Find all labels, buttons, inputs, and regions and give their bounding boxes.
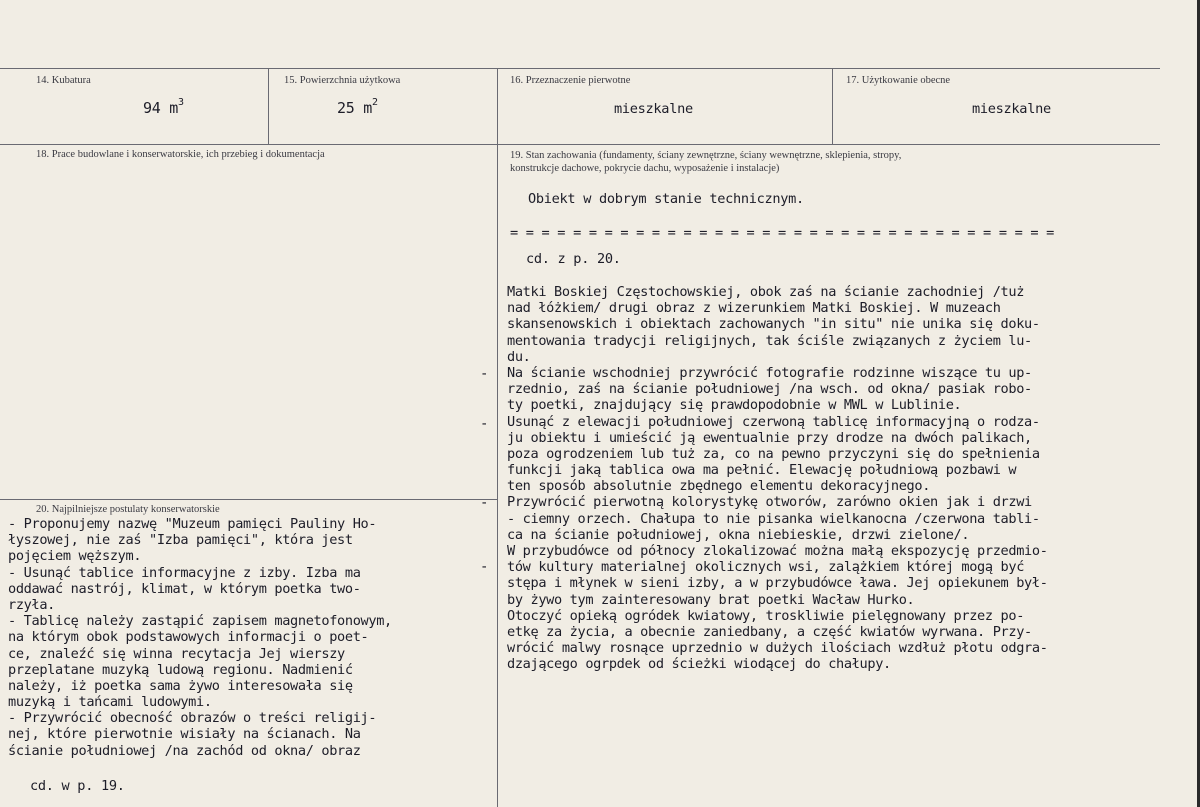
field-19-status: Obiekt w dobrym stanie technicznym.: [528, 191, 804, 207]
field-19-separator: = = = = = = = = = = = = = = = = = = = = = = = = = = = = = = = = = = =: [510, 225, 1055, 241]
kubatura-value: 94 m: [143, 99, 178, 117]
section-20-rule: [0, 499, 497, 500]
col-rule-2: [497, 68, 498, 807]
text-line: Usunąć z elewacji południowej czerwoną tablicę informacyjną o rodza-: [507, 413, 1040, 430]
field-15-label: 15. Powierzchnia użytkowa: [284, 75, 401, 86]
text-line: ce, znaleźć się winna recytacja Jej wierszy: [8, 645, 345, 662]
text-line: Matki Boskiej Częstochowskiej, obok zaś na ścianie zachodniej /tuż: [507, 284, 1025, 300]
field-19-label-line-2: konstrukcje dachowe, pokrycie dachu, wyposażenie i instalacje): [510, 163, 780, 174]
field-19-label-line-1: 19. Stan zachowania (fundamenty, ściany zewnętrzne, ściany wewnętrzne, sklepienia, stropy,: [510, 150, 902, 161]
text-line: poza ogrodzeniem lub tuż za, co na pewno przyczyni się do spełnienia: [507, 445, 1040, 462]
margin-dash-mark: -: [480, 495, 489, 511]
text-line: rzednio, zaś na ścianie południowej /na wsch. od okna/ pasiak robo-: [507, 381, 1032, 398]
field-15-value: [337, 99, 378, 117]
right-column-text: [507, 284, 1048, 673]
field-14-value: [143, 99, 184, 117]
text-line: ten sposób absolutnie zbędnego elementu dekoracyjnego.: [507, 478, 931, 495]
text-line: du.: [507, 348, 531, 365]
field-20-continuation: cd. w p. 19.: [30, 778, 125, 794]
field-14-label: 14. Kubatura: [36, 75, 91, 86]
text-line: Przywrócić pierwotną kolorystykę otworów, zarówno okien jak i drzwi: [507, 494, 1032, 511]
text-line: - Tablicę należy zastąpić zapisem magnetofonowym,: [8, 613, 392, 630]
text-line: - Proponujemy nazwę "Muzeum pamięci Pauliny Ho-: [8, 516, 377, 532]
text-line: wrócić malwy rosnące uprzednio w dużych ilościach wzdłuż płotu odgra-: [507, 640, 1048, 657]
text-line: - Przywrócić obecność obrazów o treści religij-: [8, 710, 377, 727]
row-rule: [0, 144, 1160, 145]
text-line: ju obiektu i umieścić ją ewentualnie przy drodze na dwóch palikach,: [507, 429, 1032, 446]
text-line: oddawać nastrój, klimat, w którym poetka two-: [8, 580, 361, 597]
text-line: mentowania tradycji religijnych, tak ściśle związanych z życiem lu-: [507, 332, 1032, 349]
field-16-value: mieszkalne: [614, 101, 693, 117]
text-line: skansenowskich i obiektach zachowanych "in situ" nie unika się doku-: [507, 316, 1040, 333]
col-rule-3: [832, 68, 833, 144]
powierzchnia-unit-exponent: 2: [371, 97, 378, 108]
text-line: pojęciem węższym.: [8, 548, 142, 565]
field-19-continuation: cd. z p. 20.: [526, 251, 621, 267]
text-line: by żywo tym zainteresowany brat poetki Wacław Hurko.: [507, 591, 915, 608]
text-line: należy, iż poetka sama żywo interesowała się: [8, 677, 353, 694]
field-17-label: 17. Użytkowanie obecne: [846, 75, 951, 86]
text-line: Otoczyć opieką ogródek kwiatowy, troskliwie pielęgnowany przez po-: [507, 607, 1025, 624]
text-line: W przybudówce od północy zlokalizować można małą ekspozycję przedmio-: [507, 543, 1048, 559]
powierzchnia-value: 25 m: [337, 99, 372, 117]
margin-dash-mark: -: [480, 366, 489, 382]
left-column-text: [8, 516, 392, 759]
text-line: nej, które pierwotnie wisiały na ścianach. Na: [8, 726, 361, 743]
text-line: - ciemny orzech. Chałupa to nie pisanka wielkanocna /czerwona tabli-: [507, 510, 1040, 527]
col-rule-1: [268, 68, 269, 144]
text-line: ty poetki, znajdujący się prawdopodobnie w MWL w Lublinie.: [507, 397, 962, 414]
text-line: łyszowej, nie zaś "Izba pamięci", która jest: [8, 532, 353, 549]
text-line: na którym obok podstawowych informacji o poet-: [8, 629, 369, 646]
text-line: etkę za życia, a obecnie zaniedbany, a część kwiatów wyrwana. Przy-: [507, 623, 1032, 640]
text-line: rzyła.: [8, 596, 56, 613]
field-18-label: 18. Prace budowlane i konserwatorskie, ich przebieg i dokumentacja: [36, 149, 325, 160]
text-line: ca na ścianie południowej, okna niebieskie, drzwi zielone/.: [507, 526, 970, 543]
text-line: funkcji jaką tablica owa ma pełnić. Elewację południową pozbawi w: [507, 462, 1017, 479]
text-line: przeplatane muzyką ludową regionu. Nadmienić: [8, 661, 353, 678]
kubatura-unit-exponent: 3: [177, 97, 184, 108]
text-line: tów kultury materialnej okolicznych wsi, zalążkiem której mogą być: [507, 559, 1025, 576]
text-line: ścianie południowej /na zachód od okna/ obraz: [8, 742, 361, 759]
field-17-value: mieszkalne: [972, 101, 1051, 117]
text-line: dzającego ogrpdek od ścieżki wiodącej do chałupy.: [507, 656, 891, 673]
text-line: stępa i młynek w sieni izby, a w przybudówce ława. Jej opiekunem był-: [507, 575, 1048, 592]
text-line: nad łóżkiem/ drugi obraz z wizerunkiem Matki Boskiej. W muzeach: [507, 300, 1001, 317]
text-line: - Usunąć tablice informacyjne z izby. Izba ma: [8, 564, 361, 581]
top-rule: [0, 68, 1160, 69]
field-20-label: 20. Najpilniejsze postulaty konserwatorskie: [36, 504, 220, 515]
text-line: muzyką i tańcami ludowymi.: [8, 694, 212, 711]
margin-dash-mark: -: [480, 416, 489, 432]
margin-dash-mark: -: [480, 559, 489, 575]
field-16-label: 16. Przeznaczenie pierwotne: [510, 75, 631, 86]
text-line: Na ścianie wschodniej przywrócić fotografie rodzinne wiszące tu up-: [507, 364, 1032, 381]
